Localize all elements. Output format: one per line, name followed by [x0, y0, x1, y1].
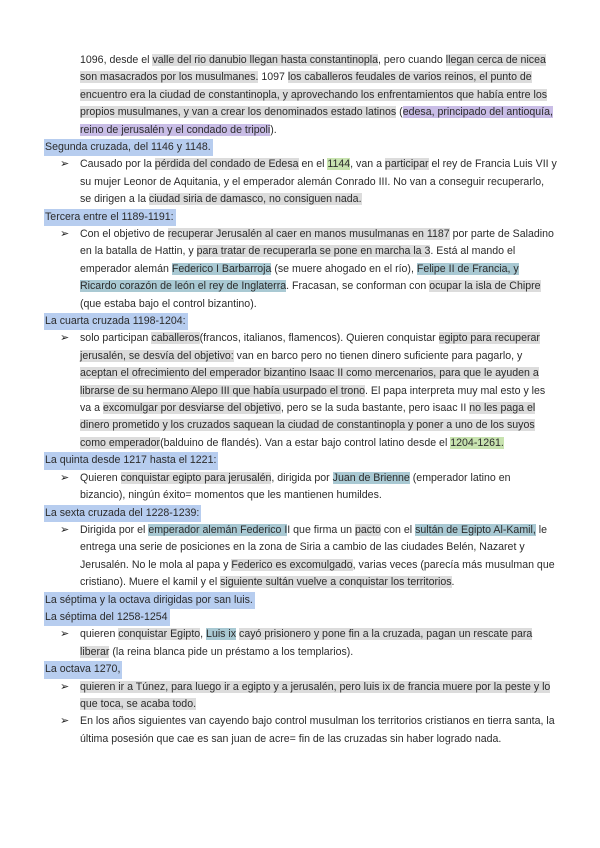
highlighted-text: Federico es excomulgado [231, 558, 353, 571]
highlighted-text: Luis ix [206, 628, 237, 641]
text-run: I que firma un [287, 523, 355, 536]
highlighted-text: cayó prisionero y pone fin a la cruzada, pagan un rescate para liberar [80, 628, 533, 658]
highlighted-text: sultán de Egipto Al-Kamil, [415, 523, 536, 536]
section-heading: Tercera entre el 1189-1191: [44, 209, 176, 226]
text-run: , [200, 628, 207, 641]
section-heading: La séptima del 1258-1254 [44, 609, 170, 626]
bullet-list [0, 470, 600, 505]
highlighted-text: ocupar la isla de Chipre [429, 280, 541, 293]
list-item [60, 226, 558, 313]
arrow-bullet-icon: ➢ [60, 158, 70, 171]
highlighted-text: conquistar egipto para jerusalén [120, 471, 272, 484]
text-run: van en barco pero no tienen dinero suficiente para pagarlo, y [233, 349, 523, 362]
highlighted-text: pacto [355, 523, 381, 536]
highlighted-text: Federico I Barbarroja [171, 262, 272, 275]
list-item [60, 470, 558, 505]
text-run: el rey de Francia Luis VII y su mujer Leonor de Aquitania, y el emperador alemán Conrado III. No van a conseguir recuperarlo, se dirigen a la [80, 158, 557, 206]
text-run: quieren [80, 628, 119, 641]
arrow-bullet-icon: ➢ [60, 628, 70, 641]
text-run: , van a [350, 158, 385, 171]
text-run: (que estaba bajo el control bizantino). [80, 297, 257, 310]
bullet-list [0, 226, 600, 313]
bullet-list [0, 679, 600, 749]
highlighted-text: caballeros [151, 332, 200, 345]
text-run: Dirigida por el [80, 523, 149, 536]
text-run: en el [298, 158, 328, 171]
section-heading: La séptima y la octava dirigidas por san luis. [44, 592, 255, 609]
text-run: En los años siguientes van cayendo bajo control musulman los territorios cristianos en tierra santa, la última posesión que cae es san juan de acre= fin de las cruzadas sin haber logrado nada. [80, 715, 555, 745]
text-run: ( [396, 106, 403, 119]
text-run: , pero se la suda bastante, pero isaac II [280, 402, 470, 415]
highlighted-text: emperador alemán Federico I [148, 523, 288, 536]
intro-paragraph [80, 52, 558, 139]
text-run: 1096, desde el [80, 54, 153, 66]
text-run: ). [270, 123, 277, 136]
section-heading: Segunda cruzada, del 1146 y 1148. [44, 139, 213, 156]
text-run: Quieren [80, 471, 121, 484]
text-run: (emperador latino en bizancio), ningún éxito= momentos que les mantienen humildes. [80, 471, 511, 502]
section-heading: La sexta cruzada del 1228-1239: [44, 505, 201, 522]
text-run: (la reina blanca pide un préstamo a los templarios). [109, 645, 354, 658]
list-item [60, 330, 558, 452]
text-run: le entrega una serie de posiciones en la zona de Siria a cambio de las ciudades Belén, Nazaret y Jerusalén. No le mola al papa y [80, 523, 547, 571]
highlighted-text: Felipe II de Francia, y Ricardo corazón de león el rey de Inglaterra [80, 262, 519, 293]
section-heading: La octava 1270, [44, 661, 122, 678]
text-run: (balduino de flandés). Van a estar bajo control latino desde el [160, 436, 451, 449]
bullet-list [0, 330, 600, 452]
text-run: con el [380, 523, 416, 536]
highlighted-text: Juan de Brienne [332, 471, 410, 484]
arrow-bullet-icon: ➢ [60, 228, 70, 241]
list-item [60, 522, 558, 592]
highlighted-text: quieren ir a Túnez, para luego ir a egipto y a jerusalén, pero luis ix de francia muere por la peste y lo que toca, se acaba todo. [80, 680, 551, 710]
sections-container [0, 139, 600, 748]
text-run: Causado por la [80, 158, 155, 171]
text-run: por parte de Saladino en la batalla de Hattin, y [80, 228, 554, 258]
arrow-bullet-icon: ➢ [60, 471, 70, 484]
highlighted-text: recuperar Jerusalén al caer en manos musulmanas en 1187 [167, 228, 450, 241]
text-run: . El papa interpreta muy mal esto y les va a [80, 384, 546, 415]
section-heading: La cuarta cruzada 1198-1204: [44, 313, 188, 330]
highlighted-text: egipto para recuperar jerusalén, se desvía del objetivo: [80, 332, 540, 362]
highlighted-text: los caballeros feudales de varios reinos, el punto de encuentro era la ciudad de constantinopla, y aprovechando los enfrentamientos que había entre los propios musulmanes, y van a crear los denominados estado latinos [80, 71, 548, 119]
arrow-bullet-icon: ➢ [60, 523, 70, 536]
text-run: . [451, 576, 455, 589]
highlighted-text: conquistar Egipto [118, 628, 201, 641]
text-run: , pero cuando [378, 54, 446, 66]
highlighted-text: participar [384, 158, 429, 171]
text-run: (se muere ahogado en el río), [271, 262, 417, 275]
bullet-list [0, 156, 600, 208]
text-run: 1097 [258, 71, 288, 84]
list-item [60, 156, 558, 208]
text-run: Con el objetivo de [80, 228, 168, 241]
text-run: , varias veces (parecía más musulman que cristiano). Muere el kamil y el [80, 558, 555, 589]
section-heading: La quinta desde 1217 hasta el 1221: [44, 452, 218, 469]
text-run: , dirigida por [271, 471, 333, 484]
list-item [60, 626, 558, 661]
highlighted-text: para tratar de recuperarla se pone en marcha la 3 [196, 245, 431, 258]
text-run: . Está al mando el emperador alemán [80, 245, 516, 275]
list-item [60, 713, 558, 748]
highlighted-text: llegan cerca de nicea son masacrados por los musulmanes. [80, 54, 546, 84]
highlighted-text: valle del rio danubio llegan hasta constantinopla [152, 54, 379, 66]
bullet-list [0, 626, 600, 661]
arrow-bullet-icon: ➢ [60, 715, 70, 728]
highlighted-text: aceptan el ofrecimiento del emperador bizantino Isaac II como mercenarios, para que le ayuden a librarse de su hermano Alepo III que había usurpado el trono [80, 367, 539, 397]
highlighted-text: ciudad siria de damasco, no consiguen nada. [148, 193, 362, 206]
highlighted-text: excomulgar por desviarse del objetivo [102, 402, 281, 415]
highlighted-text: 1204-1261. [450, 436, 504, 449]
arrow-bullet-icon: ➢ [60, 680, 70, 693]
list-item [60, 679, 558, 714]
text-run: (francos, italianos, flamencos). Quieren conquistar [199, 332, 439, 345]
highlighted-text: edesa, principado del antioquía, reino de jerusalén y el condado de tripoli [80, 106, 553, 136]
text-run: . Fracasan, se conforman con [286, 280, 430, 293]
text-run: solo participan [80, 332, 152, 345]
arrow-bullet-icon: ➢ [60, 332, 70, 345]
highlighted-text: no les paga el dinero prometido y los cruzados saquean la ciudad de constantinopla y poner a uno de los suyos como emperador [80, 402, 536, 449]
highlighted-text: siguiente sultán vuelve a conquistar los territorios [220, 576, 452, 589]
highlighted-text: 1144 [327, 158, 351, 171]
highlighted-text: pérdida del condado de Edesa [154, 158, 299, 171]
bullet-list [0, 522, 600, 592]
